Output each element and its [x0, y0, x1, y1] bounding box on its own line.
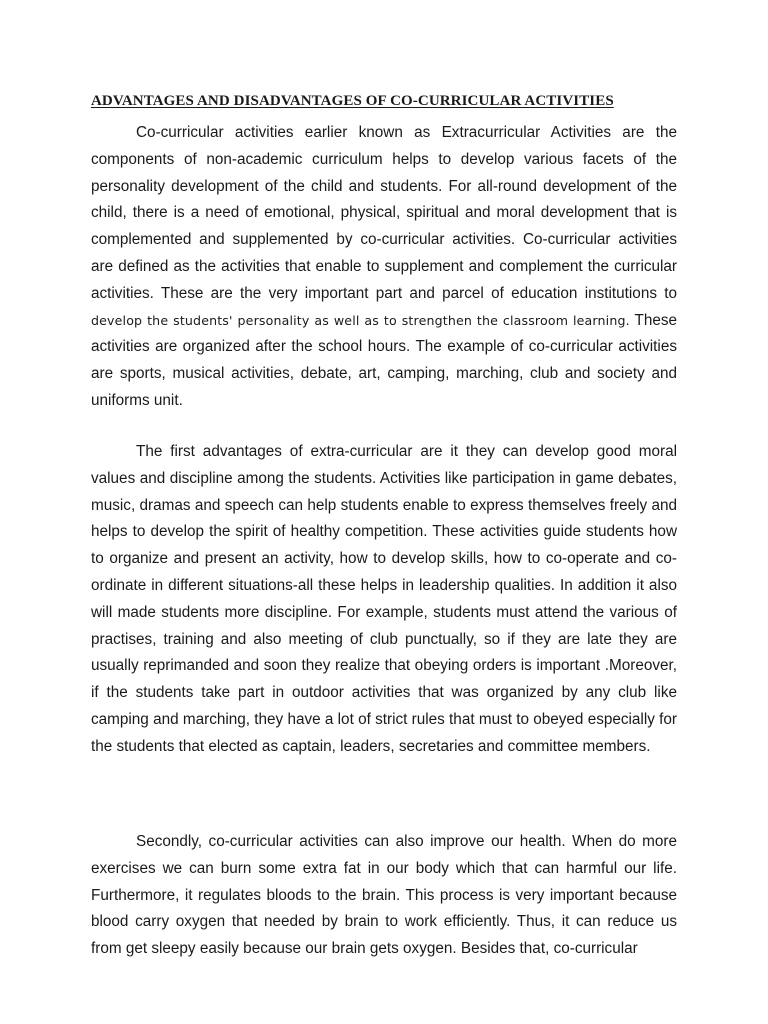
paragraph-intro-text-c: These activities are organized after the school hours. The example of co-curricular activities are sports, musical activities, debate, art, camping, marching, club and society and uniforms unit.	[91, 311, 677, 409]
paragraph-second-advantage-text: Secondly, co-curricular activities can also improve our health. When do more exercises we can burn some extra fat in our body which that can harmful our life. Furthermore, it regulates bloods to the brain. This process is very important because blood carry oxygen that needed by brain to work efficiently. Thus, it can reduce us from get sleepy easily because our brain gets oxygen. Besides that, co-curricular	[91, 833, 677, 958]
document-title: ADVANTAGES AND DISADVANTAGES OF CO-CURRICULAR ACTIVITIES	[91, 93, 614, 109]
paragraph-second-advantage	[91, 829, 677, 963]
paragraph-intro-text-b: develop the students' personality as well as to strengthen the classroom learning.	[91, 312, 630, 328]
paragraph-intro	[91, 120, 677, 415]
paragraph-first-advantage	[91, 439, 677, 761]
paragraph-first-advantage-text: The first advantages of extra-curricular are it they can develop good moral values and discipline among the students. Activities like participation in game debates, music, dramas and speech can help students enable to express themselves freely and helps to develop the spirit of healthy competition. These activities guide students how to organize and present an activity, how to develop skills, how to co-operate and co-ordinate in different situations-all these helps in leadership qualities. In addition it also will made students more discipline. For example, students must attend the various of practises, training and also meeting of club punctually, so if they are late they are usually reprimanded and soon they realize that obeying orders is important .Moreover, if the students take part in outdoor activities that was organized by any club like camping and marching, they have a lot of strict rules that must to obeyed especially for the students that elected as captain, leaders, secretaries and committee members.	[91, 443, 677, 755]
paragraph-intro-text-a: Co-curricular activities earlier known as Extracurricular Activities are the components of non-academic curriculum helps to develop various facets of the personality development of the child and students. For all-round development of the child, there is a need of emotional, physical, spiritual and moral development that is complemented and supplemented by co-curricular activities. Co-curricular activities are defined as the activities that enable to supplement and complement the curricular activities. These are the very important part and parcel of education institutions to	[91, 124, 677, 302]
